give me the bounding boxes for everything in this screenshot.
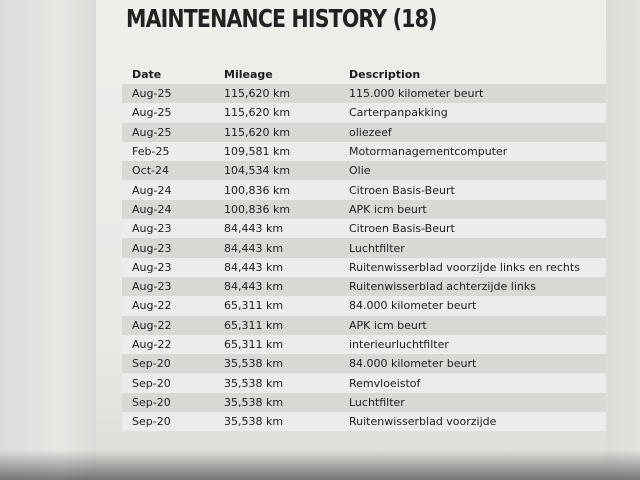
cell-description: Motormanagementcomputer	[339, 142, 606, 161]
cell-mileage: 65,311 km	[214, 316, 339, 335]
cell-description: Ruitenwisserblad achterzijde links	[339, 277, 606, 296]
table-row	[122, 200, 606, 219]
cell-date: Aug-23	[122, 238, 214, 257]
table-row	[122, 238, 606, 257]
column-header-description: Description	[349, 67, 421, 81]
cell-mileage: 104,534 km	[214, 161, 339, 180]
cell-date: Sep-20	[122, 373, 214, 392]
cell-date: Sep-20	[122, 393, 214, 412]
table-row	[122, 103, 606, 122]
cell-date: Aug-22	[122, 316, 214, 335]
cell-mileage: 109,581 km	[214, 142, 339, 161]
cell-description: 84.000 kilometer beurt	[339, 354, 606, 373]
table-row	[122, 84, 606, 103]
table-row	[122, 123, 606, 142]
cell-mileage: 35,538 km	[214, 354, 339, 373]
table-row	[122, 258, 606, 277]
cell-mileage: 84,443 km	[214, 219, 339, 238]
table-row	[122, 161, 606, 180]
table-row	[122, 373, 606, 392]
cell-date: Oct-24	[122, 161, 214, 180]
cell-date: Feb-25	[122, 142, 214, 161]
cell-mileage: 84,443 km	[214, 258, 339, 277]
cell-date: Aug-25	[122, 84, 214, 103]
table-row	[122, 277, 606, 296]
cell-date: Aug-22	[122, 335, 214, 354]
table-row	[122, 412, 606, 431]
cell-description: interieurluchtfilter	[339, 335, 606, 354]
cell-description: oliezeef	[339, 123, 606, 142]
table-row	[122, 142, 606, 161]
column-header-date: Date	[132, 67, 162, 81]
cell-mileage: 35,538 km	[214, 393, 339, 412]
monitor-bezel-left	[0, 0, 100, 480]
cell-date: Aug-24	[122, 180, 214, 199]
cell-date: Aug-25	[122, 123, 214, 142]
cell-description: 84.000 kilometer beurt	[339, 296, 606, 315]
cell-description: Carterpanpakking	[339, 103, 606, 122]
cell-mileage: 84,443 km	[214, 277, 339, 296]
cell-mileage: 84,443 km	[214, 238, 339, 257]
cell-description: Luchtfilter	[339, 238, 606, 257]
cell-description: Citroen Basis-Beurt	[339, 180, 606, 199]
cell-date: Aug-23	[122, 219, 214, 238]
cell-date: Aug-24	[122, 200, 214, 219]
cell-description: Ruitenwisserblad voorzijde links en rechts	[339, 258, 606, 277]
table-row	[122, 219, 606, 238]
cell-mileage: 115,620 km	[214, 84, 339, 103]
cell-mileage: 35,538 km	[214, 412, 339, 431]
cell-date: Aug-22	[122, 296, 214, 315]
table-row	[122, 316, 606, 335]
table-row	[122, 393, 606, 412]
bottom-shadow	[0, 450, 640, 480]
cell-description: 115.000 kilometer beurt	[339, 84, 606, 103]
table-row	[122, 354, 606, 373]
page-title: MAINTENANCE HISTORY (18)	[126, 4, 437, 33]
cell-description: Ruitenwisserblad voorzijde	[339, 412, 606, 431]
cell-description: Remvloeistof	[339, 373, 606, 392]
table-header-row	[122, 64, 606, 84]
cell-date: Sep-20	[122, 412, 214, 431]
cell-date: Aug-23	[122, 277, 214, 296]
column-header-mileage: Mileage	[224, 67, 273, 81]
cell-mileage: 100,836 km	[214, 180, 339, 199]
cell-mileage: 65,311 km	[214, 335, 339, 354]
table-row	[122, 335, 606, 354]
cell-mileage: 115,620 km	[214, 123, 339, 142]
maintenance-table	[122, 64, 606, 431]
cell-description: Citroen Basis-Beurt	[339, 219, 606, 238]
cell-date: Sep-20	[122, 354, 214, 373]
cell-mileage: 100,836 km	[214, 200, 339, 219]
table-row	[122, 180, 606, 199]
screen-area	[96, 0, 606, 480]
cell-mileage: 65,311 km	[214, 296, 339, 315]
cell-description: Luchtfilter	[339, 393, 606, 412]
table-row	[122, 296, 606, 315]
cell-date: Aug-25	[122, 103, 214, 122]
cell-description: APK icm beurt	[339, 316, 606, 335]
cell-mileage: 115,620 km	[214, 103, 339, 122]
cell-description: APK icm beurt	[339, 200, 606, 219]
cell-mileage: 35,538 km	[214, 373, 339, 392]
cell-date: Aug-23	[122, 258, 214, 277]
cell-description: Olie	[339, 161, 606, 180]
